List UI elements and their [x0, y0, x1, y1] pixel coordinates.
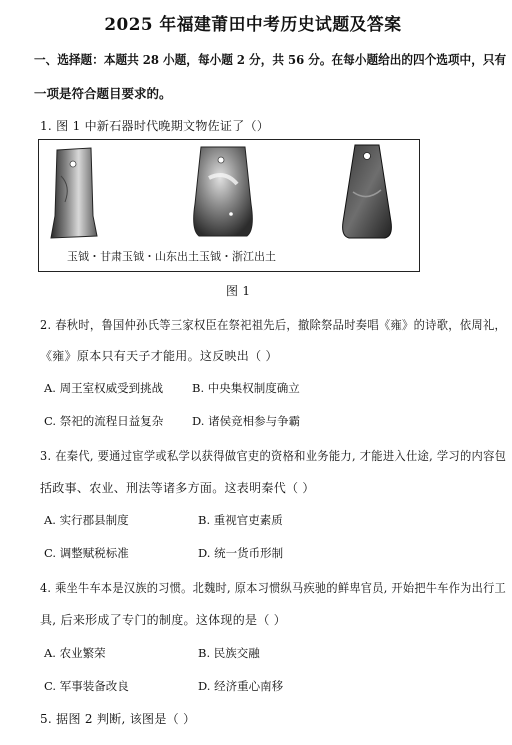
question-4-option-a: A. 农业繁荣 — [44, 646, 106, 660]
question-4-stem-line1: 4. 乘坐牛车本是汉族的习惯。北魏时, 原本习惯纵马疾驰的鲜卑官员, 开始把牛车作为出行工 — [40, 581, 507, 595]
question-4-option-c: C. 军事装备改良 — [44, 679, 129, 693]
question-2-stem-line2: 《雍》原本只有天子才能用。这反映出（ ） — [40, 349, 278, 363]
question-4-stem-line2: 具, 后来形成了专门的制度。这体现的是（ ） — [40, 613, 287, 627]
jade-axe-gansu-image — [47, 146, 102, 241]
question-4-option-b: B. 民族交融 — [198, 646, 260, 660]
jade-axe-shandong-image — [187, 144, 259, 240]
question-2-option-c: C. 祭祀的流程日益复杂 — [44, 414, 164, 428]
question-2-option-b: B. 中央集权制度确立 — [192, 381, 300, 395]
question-4-option-d: D. 经济重心南移 — [198, 679, 284, 693]
question-3-option-b: B. 重视官吏素质 — [198, 513, 283, 527]
question-5-stem: 5. 据图 2 判断, 该图是（ ） — [40, 712, 196, 726]
jade-axe-zhejiang-image — [337, 142, 397, 242]
question-2-stem-line1: 2. 春秋时，鲁国仲孙氏等三家权臣在祭祀祖先后，撤除祭品时奏唱《雍》的诗歌，依周礼， — [40, 318, 507, 332]
question-2-option-a: A. 周王室权威受到挑战 — [44, 381, 164, 395]
figure-1-box — [38, 139, 420, 272]
figure-1-label: 图 1 — [226, 284, 251, 298]
question-2-option-d: D. 诸侯竞相参与争霸 — [192, 414, 301, 428]
figure-1-caption: 玉钺・甘肃玉钺・山东出土玉钺・浙江出土 — [67, 250, 276, 263]
section-instruction-line2: 一项是符合题目要求的。 — [34, 86, 172, 101]
page-title: 2025 年福建莆田中考历史试题及答案 — [104, 15, 402, 35]
section-instruction-line1: 一、选择题：本题共 28 小题，每小题 2 分，共 56 分。在每小题给出的四个选项中，只有 — [34, 52, 507, 67]
question-1-stem: 1. 图 1 中新石器时代晚期文物佐证了（） — [40, 119, 270, 133]
question-3-option-c: C. 调整赋税标准 — [44, 546, 129, 560]
question-3-option-a: A. 实行郡县制度 — [44, 513, 129, 527]
question-3-stem-line1: 3. 在秦代, 要通过宦学或私学以获得做官吏的资格和业务能力, 才能进入仕途, 学习的内容包 — [40, 449, 507, 463]
question-3-option-d: D. 统一货币形制 — [198, 546, 284, 560]
question-3-stem-line2: 括政事、农业、刑法等诸多方面。这表明秦代（ ） — [40, 481, 315, 495]
